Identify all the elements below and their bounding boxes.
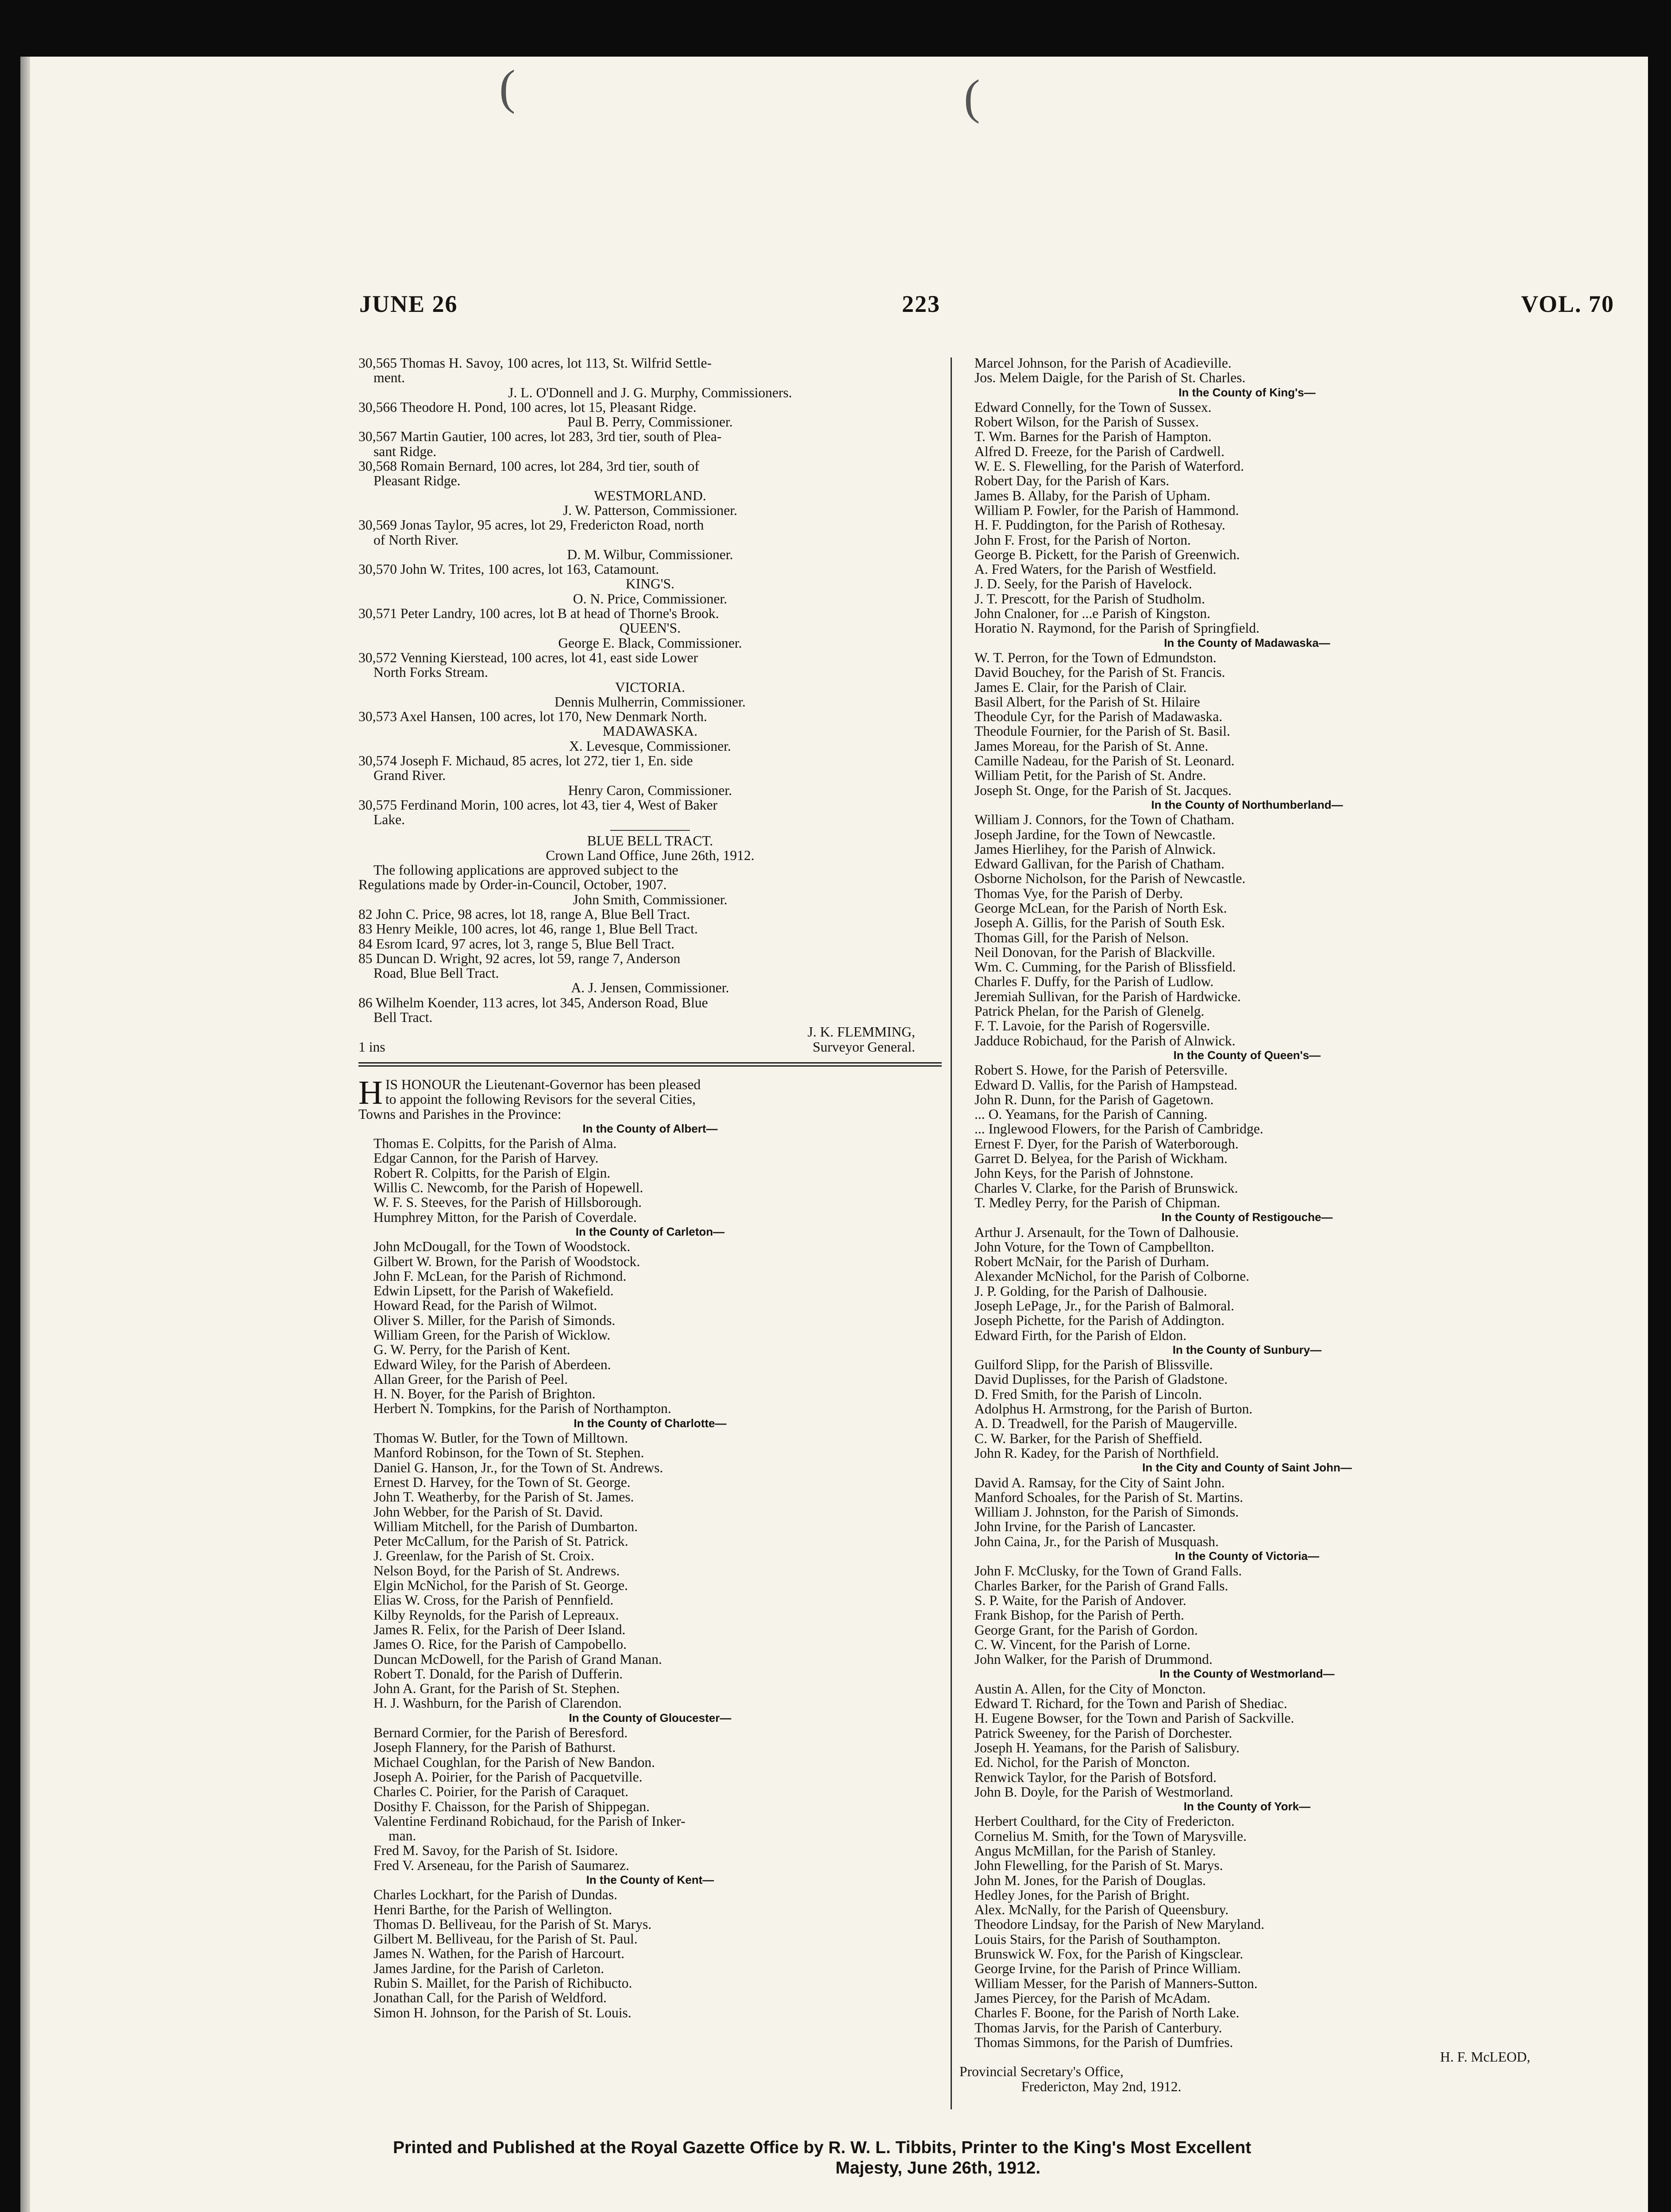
revisor-line: T. Wm. Barnes for the Parish of Hampton. (974, 429, 1212, 445)
revisor-line: Fred V. Arseneau, for the Parish of Saumarez. (373, 1857, 629, 1873)
grant-line: 30,570 John W. Trites, 100 acres, lot 163, Catamount. (358, 561, 659, 577)
grant-line: VICTORIA. (615, 679, 685, 695)
revisor-line: Basil Albert, for the Parish of St. Hilaire (974, 694, 1200, 710)
header-volume: VOL. 70 (1521, 291, 1614, 317)
revisor-line: John Keys, for the Parish of Johnstone. (974, 1165, 1194, 1181)
revisor-line: Robert S. Howe, for the Parish of Petersville. (974, 1062, 1228, 1078)
revisor-line: Peter McCallum, for the Parish of St. Patrick. (373, 1533, 628, 1549)
signature-title: Surveyor General. (812, 1039, 915, 1055)
revisor-line: Robert T. Donald, for the Parish of Dufferin. (373, 1666, 623, 1682)
revisor-line: Edward T. Richard, for the Town and Parish of Shediac. (974, 1696, 1287, 1712)
revisor-line: Patrick Sweeney, for the Parish of Dorchester. (974, 1725, 1232, 1741)
revisor-line: Valentine Ferdinand Robichaud, for the Parish of Inker- (373, 1813, 685, 1829)
revisor-line: D. Fred Smith, for the Parish of Lincoln. (974, 1386, 1202, 1402)
grant-line: 30,571 Peter Landry, 100 acres, lot B at head of Thorne's Brook. (358, 606, 719, 622)
revisor-line: John R. Dunn, for the Parish of Gagetown. (974, 1091, 1214, 1107)
revisor-line: Theodule Fournier, for the Parish of St. Basil. (974, 723, 1230, 739)
revisor-line: George McLean, for the Parish of North Esk. (974, 900, 1227, 916)
signature-title-line (358, 1040, 942, 1054)
revisor-line: Jos. Melem Daigle, for the Parish of St. Charles. (974, 370, 1246, 386)
revisor-line: Louis Stairs, for the Parish of Southampton. (974, 1931, 1221, 1947)
revisor-line: Howard Read, for the Parish of Wilmot. (373, 1298, 597, 1313)
revisor-line: John Flewelling, for the Parish of St. Marys. (974, 1858, 1223, 1874)
revisors-list-right (959, 356, 1535, 2050)
county-heading: In the County of Gloucester— (569, 1711, 732, 1724)
revisor-line: Charles Barker, for the Parish of Grand Falls. (974, 1578, 1228, 1594)
grant-line: 86 Wilhelm Koender, 113 acres, lot 345, Anderson Road, Blue (358, 995, 708, 1010)
county-heading: In the County of York— (1183, 1800, 1311, 1813)
revisor-line: Edgar Cannon, for the Parish of Harvey. (373, 1150, 599, 1166)
revisor-line: Michael Coughlan, for the Parish of New Bandon. (373, 1754, 655, 1770)
revisor-line: man. (389, 1828, 416, 1844)
revisor-line: Wm. C. Cumming, for the Parish of Blissfield. (974, 959, 1236, 975)
revisor-line: James O. Rice, for the Parish of Campobello. (373, 1636, 627, 1652)
revisors-intro (358, 1074, 942, 1122)
revisor-line: Ernest D. Harvey, for the Town of St. George. (373, 1474, 631, 1490)
revisor-line: Alex. McNally, for the Parish of Queensbury. (974, 1902, 1229, 1918)
revisor-line: Thomas Vye, for the Parish of Derby. (974, 885, 1183, 901)
county-heading: In the County of Northumberland— (1151, 798, 1343, 811)
revisor-line: Robert McNair, for the Parish of Durham. (974, 1254, 1209, 1270)
revisor-line: James E. Clair, for the Parish of Clair. (974, 679, 1187, 695)
revisor-line: Theodule Cyr, for the Parish of Madawaska. (974, 709, 1223, 725)
revisor-line: James Jardine, for the Parish of Carleton. (373, 1960, 604, 1976)
revisor-line: Horatio N. Raymond, for the Parish of Springfield. (974, 620, 1260, 636)
revisor-line: William Messer, for the Parish of Manners-Sutton. (974, 1975, 1258, 1991)
grant-line: 30,574 Joseph F. Michaud, 85 acres, lot 272, tier 1, En. side (358, 753, 693, 769)
land-grants-list (358, 356, 942, 1025)
revisor-line: William Petit, for the Parish of St. Andre. (974, 768, 1206, 783)
short-rule (610, 830, 690, 831)
revisor-line: Neil Donovan, for the Parish of Blackville. (974, 944, 1215, 960)
revisor-line: C. W. Vincent, for the Parish of Lorne. (974, 1636, 1191, 1652)
grant-line: 30,573 Axel Hansen, 100 acres, lot 170, New Denmark North. (358, 709, 707, 725)
county-heading: In the County of Madawaska— (1164, 636, 1330, 649)
revisor-line: John A. Grant, for the Parish of St. Stephen. (373, 1681, 620, 1697)
signature-name: J. K. FLEMMING, (807, 1024, 915, 1040)
grant-line: 84 Esrom Icard, 97 acres, lot 3, range 5, Blue Bell Tract. (358, 936, 675, 952)
grant-line: North Forks Stream. (373, 664, 488, 680)
grant-line: KING'S. (625, 576, 675, 592)
county-heading: In the County of Victoria— (1175, 1549, 1319, 1563)
revisor-line: Alexander McNichol, for the Parish of Colborne. (974, 1268, 1250, 1284)
revisor-line: Elgin McNichol, for the Parish of St. George. (373, 1578, 628, 1594)
document-page (30, 57, 1648, 2212)
grant-line: Bell Tract. (373, 1010, 433, 1025)
insertion-note: 1 ins (358, 1039, 385, 1055)
county-heading: In the County of Westmorland— (1159, 1667, 1335, 1681)
revisor-line: Angus McMillan, for the Parish of Stanley. (974, 1843, 1216, 1859)
revisor-line: Camille Nadeau, for the Parish of St. Leonard. (974, 753, 1235, 769)
revisor-line: H. N. Boyer, for the Parish of Brighton. (373, 1386, 596, 1402)
signoff-place-date: Fredericton, May 2nd, 1912. (1021, 2078, 1182, 2094)
revisor-line: Edward Connelly, for the Town of Sussex. (974, 399, 1212, 415)
right-column (959, 356, 1535, 2094)
revisor-line: James Moreau, for the Parish of St. Anne. (974, 738, 1209, 754)
grant-line: ment. (373, 370, 405, 386)
revisor-line: Joseph Pichette, for the Parish of Addington. (974, 1313, 1225, 1329)
revisor-line: Robert R. Colpitts, for the Parish of Elgin. (373, 1165, 611, 1181)
revisor-line: Thomas W. Butler, for the Town of Milltown. (373, 1430, 628, 1446)
scan-border-top (0, 0, 1671, 57)
revisor-line: Adolphus H. Armstrong, for the Parish of Burton. (974, 1401, 1253, 1417)
revisor-line: Gilbert M. Belliveau, for the Parish of St. Paul. (373, 1931, 638, 1947)
grant-line: John Smith, Commissioner. (573, 891, 728, 907)
revisor-line: Austin A. Allen, for the City of Moncton. (974, 1681, 1206, 1697)
revisor-line: John Irvine, for the Parish of Lancaster. (974, 1519, 1196, 1535)
signoff-name: H. F. McLEOD, (1440, 2049, 1530, 2065)
grant-line: 30,567 Martin Gautier, 100 acres, lot 283, 3rd tier, south of Plea- (358, 429, 722, 445)
grant-line: MADAWASKA. (602, 723, 698, 739)
revisor-line: J. D. Seely, for the Parish of Havelock. (974, 576, 1192, 592)
revisor-line: Ed. Nichol, for the Parish of Moncton. (974, 1755, 1190, 1770)
revisor-line: George Grant, for the Parish of Gordon. (974, 1622, 1198, 1638)
grant-line: Crown Land Office, June 26th, 1912. (546, 847, 755, 863)
grant-line: George E. Black, Commissioner. (558, 635, 742, 651)
revisor-line: J. T. Prescott, for the Parish of Studholm. (974, 591, 1205, 607)
intro-line-3: Towns and Parishes in the Province: (358, 1106, 562, 1122)
revisor-line: Fred M. Savoy, for the Parish of St. Isidore. (373, 1843, 618, 1859)
revisor-line: William Mitchell, for the Parish of Dumbarton. (373, 1518, 638, 1534)
county-heading: In the County of King's— (1178, 385, 1316, 399)
intro-line-1: IS HONOUR the Lieutenant-Governor has been pleased (385, 1076, 701, 1092)
revisor-line: Theodore Lindsay, for the Parish of New Maryland. (974, 1916, 1265, 1932)
revisor-line: Jeremiah Sullivan, for the Parish of Hardwicke. (974, 988, 1241, 1004)
revisor-line: George B. Pickett, for the Parish of Greenwich. (974, 546, 1240, 562)
revisor-line: Jadduce Robichaud, for the Parish of Alnwick. (974, 1033, 1236, 1048)
revisor-line: John F. Frost, for the Parish of Norton. (974, 532, 1191, 548)
grant-line: 30,568 Romain Bernard, 100 acres, lot 284, 3rd tier, south of (358, 458, 700, 474)
grant-line: Henry Caron, Commissioner. (568, 782, 732, 798)
revisor-line: Joseph A. Gillis, for the Parish of South Esk. (974, 915, 1225, 931)
revisor-line: John F. McClusky, for the Town of Grand Falls. (974, 1563, 1242, 1579)
revisor-line: Patrick Phelan, for the Parish of Glenelg. (974, 1003, 1205, 1019)
scan-border-right (1648, 0, 1671, 2212)
revisor-line: Allan Greer, for the Parish of Peel. (373, 1371, 568, 1387)
revisor-line: J. Greenlaw, for the Parish of St. Croix. (373, 1548, 594, 1564)
revisor-line: Joseph A. Poirier, for the Parish of Pacquetville. (373, 1769, 643, 1785)
grant-line: J. W. Patterson, Commissioner. (562, 502, 738, 518)
revisor-line: John Webber, for the Parish of St. David. (373, 1504, 603, 1520)
revisor-line: Thomas D. Belliveau, for the Parish of St. Marys. (373, 1916, 652, 1932)
revisor-line: John T. Weatherby, for the Parish of St. James. (373, 1489, 634, 1505)
signoff-office: Provincial Secretary's Office, (959, 2064, 1124, 2080)
grant-line: 30,575 Ferdinand Morin, 100 acres, lot 43, tier 4, West of Baker (358, 797, 718, 813)
revisor-line: John R. Kadey, for the Parish of Northfield. (974, 1445, 1219, 1461)
grant-line: Regulations made by Order-in-Council, October, 1907. (358, 877, 667, 893)
footer-line-2: Majesty, June 26th, 1912. (836, 2158, 1041, 2177)
revisor-line: James Hierlihey, for the Parish of Alnwick. (974, 841, 1216, 857)
footer-line-1: Printed and Published at the Royal Gazette Office by R. W. L. Tibbits, Printer to the King's Most Excellent (393, 2138, 1251, 2157)
printer-footer (393, 2138, 1517, 2178)
revisor-line: David Bouchey, for the Parish of St. Francis. (974, 664, 1225, 680)
revisor-line: A. Fred Waters, for the Parish of Westfield. (974, 561, 1217, 577)
revisor-line: John Voture, for the Town of Campbellton. (974, 1239, 1214, 1255)
revisor-line: John Walker, for the Parish of Drummond. (974, 1651, 1213, 1667)
revisor-line: David A. Ramsay, for the City of Saint John. (974, 1475, 1225, 1490)
county-heading: In the County of Albert— (582, 1121, 718, 1135)
revisor-line: ... O. Yeamans, for the Parish of Canning. (974, 1106, 1208, 1122)
revisor-line: W. F. S. Steeves, for the Parish of Hillsborough. (373, 1194, 642, 1210)
revisor-line: Guilford Slipp, for the Parish of Blissville. (974, 1357, 1213, 1373)
revisor-line: J. P. Golding, for the Parish of Dalhousie. (974, 1283, 1207, 1299)
revisor-line: Edwin Lipsett, for the Parish of Wakefield. (373, 1283, 614, 1299)
revisor-line: Hedley Jones, for the Parish of Bright. (974, 1887, 1190, 1903)
revisors-list-left (358, 1121, 942, 2020)
revisor-line: James N. Wathen, for the Parish of Harcourt. (373, 1946, 625, 1962)
revisor-line: Ernest F. Dyer, for the Parish of Waterborough. (974, 1136, 1239, 1152)
section-rule (358, 1065, 942, 1067)
revisor-line: H. Eugene Bowser, for the Town and Parish of Sackville. (974, 1710, 1294, 1726)
revisor-line: Joseph St. Onge, for the Parish of St. Jacques. (974, 782, 1232, 798)
revisor-line: Cornelius M. Smith, for the Town of Marysville. (974, 1828, 1247, 1844)
revisor-line: W. E. S. Flewelling, for the Parish of Waterford. (974, 458, 1244, 474)
revisor-line: John McDougall, for the Town of Woodstock. (373, 1239, 631, 1255)
revisor-line: Charles F. Boone, for the Parish of North Lake. (974, 2005, 1240, 2021)
revisor-line: G. W. Perry, for the Parish of Kent. (373, 1342, 570, 1358)
revisor-line: Edward D. Vallis, for the Parish of Hampstead. (974, 1077, 1238, 1093)
grant-line: Grand River. (373, 768, 446, 783)
grant-line: Dennis Mulherrin, Commissioner. (554, 694, 746, 710)
grant-line: 83 Henry Meikle, 100 acres, lot 46, range 1, Blue Bell Tract. (358, 921, 698, 937)
revisor-line: Elias W. Cross, for the Parish of Pennfield. (373, 1592, 614, 1608)
revisor-line: Charles C. Poirier, for the Parish of Caraquet. (373, 1784, 629, 1800)
grant-line: X. Levesque, Commissioner. (569, 738, 731, 754)
revisor-line: Joseph Flannery, for the Parish of Bathurst. (373, 1740, 616, 1755)
revisor-line: William P. Fowler, for the Parish of Hammond. (974, 502, 1239, 518)
county-heading: In the County of Sunbury— (1172, 1343, 1322, 1356)
revisor-line: Simon H. Johnson, for the Parish of St. Louis. (373, 2005, 631, 2020)
revisor-line: Rubin S. Maillet, for the Parish of Richibucto. (373, 1975, 632, 1991)
revisor-line: William J. Johnston, for the Parish of Simonds. (974, 1504, 1239, 1520)
revisor-line: Bernard Cormier, for the Parish of Beresford. (373, 1725, 628, 1741)
grant-line: Lake. (373, 812, 405, 828)
revisor-line: Joseph Jardine, for the Town of Newcastle. (974, 826, 1216, 842)
revisor-line: James Piercey, for the Parish of McAdam. (974, 1990, 1211, 2006)
revisor-line: George Irvine, for the Parish of Prince William. (974, 1961, 1241, 1977)
revisor-line: James R. Felix, for the Parish of Deer Island. (373, 1621, 626, 1637)
revisor-line: Robert Wilson, for the Parish of Sussex. (974, 414, 1199, 430)
revisor-line: James B. Allaby, for the Parish of Upham. (974, 488, 1211, 503)
grant-line: O. N. Price, Commissioner. (573, 591, 728, 607)
revisor-line: Garret D. Belyea, for the Parish of Wickham. (974, 1151, 1228, 1167)
revisor-line: Duncan McDowell, for the Parish of Grand Manan. (373, 1651, 662, 1667)
revisor-line: Arthur J. Arsenault, for the Town of Dalhousie. (974, 1224, 1239, 1240)
county-heading: In the County of Restigouche— (1161, 1210, 1333, 1224)
revisor-line: Humphrey Mitton, for the Parish of Coverdale. (373, 1209, 637, 1225)
grant-line: A. J. Jensen, Commissioner. (571, 980, 729, 996)
revisor-line: Thomas Simmons, for the Parish of Dumfries. (974, 2034, 1233, 2050)
grant-line: Paul B. Perry, Commissioner. (567, 414, 733, 430)
section-rule (358, 1062, 942, 1064)
revisor-line: John F. McLean, for the Parish of Richmond. (373, 1268, 627, 1284)
revisor-line: Thomas E. Colpitts, for the Parish of Alma. (373, 1136, 617, 1152)
book-gutter (20, 57, 30, 2212)
revisor-line: John Caina, Jr., for the Parish of Musquash. (974, 1533, 1219, 1549)
revisor-line: Thomas Gill, for the Parish of Nelson. (974, 929, 1189, 945)
revisor-line: Joseph H. Yeamans, for the Parish of Salisbury. (974, 1740, 1240, 1755)
revisor-line: C. W. Barker, for the Parish of Sheffield. (974, 1430, 1202, 1446)
revisor-line: Osborne Nicholson, for the Parish of Newcastle. (974, 871, 1246, 887)
grant-line: Pleasant Ridge. (373, 473, 461, 489)
grant-line: QUEEN'S. (619, 620, 681, 636)
grant-line: sant Ridge. (373, 443, 437, 459)
revisor-line: Oliver S. Miller, for the Parish of Simonds. (373, 1312, 616, 1328)
revisor-line: Brunswick W. Fox, for the Parish of Kingsclear. (974, 1946, 1244, 1962)
grant-line: 30,565 Thomas H. Savoy, 100 acres, lot 113, St. Wilfrid Settle- (358, 355, 712, 371)
grant-line: D. M. Wilbur, Commissioner. (567, 546, 733, 562)
revisor-line: David Duplisses, for the Parish of Gladstone. (974, 1371, 1228, 1387)
revisor-line: H. F. Puddington, for the Parish of Rothesay. (974, 517, 1225, 533)
revisor-line: Charles F. Duffy, for the Parish of Ludlow. (974, 974, 1214, 990)
county-heading: In the City and County of Saint John— (1142, 1461, 1352, 1475)
revisor-line: Joseph LePage, Jr., for the Parish of Balmoral. (974, 1298, 1234, 1313)
left-column (358, 356, 942, 2020)
revisor-line: S. P. Waite, for the Parish of Andover. (974, 1592, 1186, 1608)
revisor-line: ... Inglewood Flowers, for the Parish of Cambridge. (974, 1121, 1263, 1137)
revisor-line: W. T. Perron, for the Town of Edmundston. (974, 649, 1217, 665)
revisor-line: T. Medley Perry, for the Parish of Chipman. (974, 1194, 1221, 1210)
intro-line-2: to appoint the following Revisors for the several Cities, (385, 1091, 696, 1107)
revisor-line: Charles V. Clarke, for the Parish of Brunswick. (974, 1180, 1238, 1196)
revisor-line: John M. Jones, for the Parish of Douglas. (974, 1872, 1206, 1888)
revisor-line: Edward Gallivan, for the Parish of Chatham. (974, 856, 1225, 872)
grant-line: J. L. O'Donnell and J. G. Murphy, Commissioners. (508, 384, 792, 400)
revisor-line: Marcel Johnson, for the Parish of Acadieville. (974, 355, 1232, 371)
revisor-line: Kilby Reynolds, for the Parish of Lepreaux. (373, 1607, 619, 1623)
revisor-line: Edward Firth, for the Parish of Eldon. (974, 1327, 1187, 1343)
grant-line: 85 Duncan D. Wright, 92 acres, lot 59, range 7, Anderson (358, 950, 681, 966)
revisor-line: H. J. Washburn, for the Parish of Clarendon. (373, 1695, 622, 1711)
header-page-number: 223 (902, 291, 940, 317)
revisor-line: Manford Schoales, for the Parish of St. Martins. (974, 1489, 1244, 1505)
revisor-line: Robert Day, for the Parish of Kars. (974, 473, 1170, 489)
county-heading: In the County of Carleton— (575, 1225, 725, 1238)
grant-line: 30,566 Theodore H. Pond, 100 acres, lot 15, Pleasant Ridge. (358, 399, 697, 415)
revisor-line: Daniel G. Hanson, Jr., for the Town of St. Andrews. (373, 1459, 663, 1475)
revisor-line: William J. Connors, for the Town of Chatham. (974, 812, 1235, 828)
county-heading: In the County of Kent— (586, 1873, 714, 1886)
county-heading: In the County of Charlotte— (574, 1416, 727, 1430)
grant-line: 30,572 Venning Kierstead, 100 acres, lot 41, east side Lower (358, 649, 698, 665)
column-divider (951, 357, 952, 2109)
revisor-line: Thomas Jarvis, for the Parish of Canterbury. (974, 2020, 1222, 2035)
grant-line: The following applications are approved subject to the (373, 862, 678, 878)
grant-line: BLUE BELL TRACT. (587, 833, 713, 849)
grant-line: 82 John C. Price, 98 acres, lot 18, range A, Blue Bell Tract. (358, 906, 690, 922)
grant-line: of North River. (373, 532, 459, 548)
header-date: JUNE 26 (359, 291, 458, 317)
revisor-line: Jonathan Call, for the Parish of Weldford. (373, 1990, 607, 2006)
grant-line: WESTMORLAND. (594, 488, 706, 503)
revisor-line: Gilbert W. Brown, for the Parish of Woodstock. (373, 1253, 640, 1269)
revisor-line: Willis C. Newcomb, for the Parish of Hopewell. (373, 1180, 643, 1196)
revisor-line: Herbert Coulthard, for the City of Fredericton. (974, 1813, 1235, 1829)
scan-border-left (0, 0, 20, 2212)
revisor-line: F. T. Lavoie, for the Parish of Rogersville. (974, 1018, 1210, 1034)
revisor-line: Dosithy F. Chaisson, for the Parish of Shippegan. (373, 1798, 650, 1814)
revisor-line: Edward Wiley, for the Parish of Aberdeen. (373, 1356, 611, 1372)
revisor-line: Charles Lockhart, for the Parish of Dundas. (373, 1887, 617, 1903)
revisor-line: Herbert N. Tompkins, for the Parish of Northampton. (373, 1401, 671, 1417)
revisor-line: Frank Bishop, for the Parish of Perth. (974, 1607, 1184, 1623)
revisor-line: Henri Barthe, for the Parish of Wellington. (373, 1901, 612, 1917)
binding-hole-mark: ( (964, 70, 980, 124)
revisor-line: A. D. Treadwell, for the Parish of Maugerville. (974, 1416, 1238, 1432)
revisor-line: John Cnaloner, for ...e Parish of Kingston. (974, 606, 1211, 622)
grant-line: Road, Blue Bell Tract. (373, 965, 499, 981)
grant-line: 30,569 Jonas Taylor, 95 acres, lot 29, Fredericton Road, north (358, 517, 704, 533)
county-heading: In the County of Queen's— (1173, 1048, 1321, 1062)
revisor-line: Nelson Boyd, for the Parish of St. Andrews. (373, 1563, 620, 1578)
binding-hole-mark: ( (499, 60, 516, 114)
revisor-line: John B. Doyle, for the Parish of Westmorland. (974, 1784, 1233, 1800)
revisor-line: Renwick Taylor, for the Parish of Botsford. (974, 1769, 1217, 1785)
revisor-line: William Green, for the Parish of Wicklow. (373, 1327, 611, 1343)
revisor-line: Manford Robinson, for the Town of St. Stephen. (373, 1445, 644, 1461)
drop-cap: H (358, 1074, 383, 1111)
revisor-line: Alfred D. Freeze, for the Parish of Cardwell. (974, 443, 1224, 459)
